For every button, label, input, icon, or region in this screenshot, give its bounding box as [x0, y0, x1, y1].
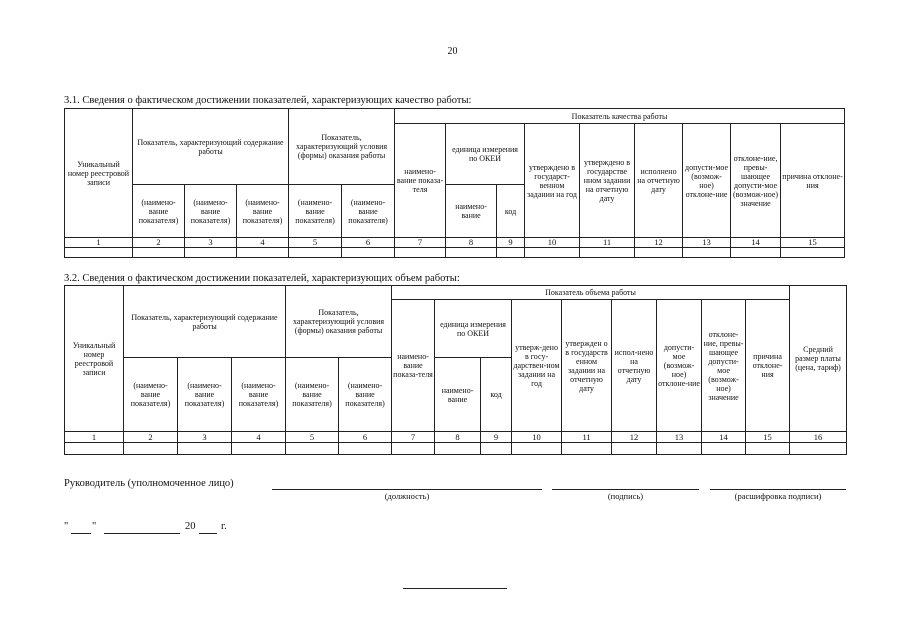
- section-3-2-title: 3.2. Сведения о фактическом достижении показателей, характеризующих объем работы:: [64, 273, 460, 284]
- column-number: 10: [512, 432, 562, 443]
- column-number: 3: [178, 432, 232, 443]
- table-cell[interactable]: [702, 443, 746, 455]
- col-exceeding-deviation: отклоне-ние, превы-шающее допусти-мое (возмож-ное) значение: [731, 124, 781, 238]
- column-number: 8: [446, 238, 497, 248]
- column-number: 8: [435, 432, 481, 443]
- table-cell[interactable]: [232, 443, 286, 455]
- column-number: 14: [702, 432, 746, 443]
- date-day-line[interactable]: [71, 533, 91, 534]
- column-number: 7: [392, 432, 435, 443]
- table-cell[interactable]: [289, 248, 342, 258]
- column-number: 12: [612, 432, 657, 443]
- footnote-separator: [403, 588, 507, 589]
- table-cell[interactable]: [497, 248, 525, 258]
- column-number: 10: [525, 238, 580, 248]
- date-quote-close: ": [92, 521, 97, 532]
- col-volume-indicator: Показатель объема работы: [392, 286, 790, 300]
- table-cell[interactable]: [562, 443, 612, 455]
- sub-indicator-name: (наимено-вание показателя): [185, 185, 237, 238]
- sub-indicator-name: (наимено-вание показателя): [289, 185, 342, 238]
- section-3-1-title: 3.1. Сведения о фактическом достижении показателей, характеризующих качество работы:: [64, 95, 472, 106]
- column-number: 13: [683, 238, 731, 248]
- column-number: 12: [635, 238, 683, 248]
- col-content: Показатель, характеризующий содержание работы: [133, 109, 289, 185]
- signature-caption: (подпись): [607, 491, 644, 501]
- column-number: 14: [731, 238, 781, 248]
- column-number: 1: [65, 238, 133, 248]
- col-content: Показатель, характеризующий содержание работы: [124, 286, 286, 358]
- table-row: [65, 248, 845, 258]
- column-number: 4: [237, 238, 289, 248]
- table-cell[interactable]: [395, 248, 446, 258]
- col-unit-code: код: [497, 185, 525, 238]
- column-number: 15: [746, 432, 790, 443]
- col-average-price: Средний размер платы (цена, тариф): [790, 286, 847, 432]
- position-line[interactable]: [272, 489, 542, 490]
- table-cell[interactable]: [512, 443, 562, 455]
- table-cell[interactable]: [580, 248, 635, 258]
- table-cell[interactable]: [185, 248, 237, 258]
- table-cell[interactable]: [790, 443, 847, 455]
- table-cell[interactable]: [178, 443, 232, 455]
- col-allowed-deviation: допусти-мое (возмож-ное) отклоне-ние: [657, 300, 702, 432]
- column-number: 11: [580, 238, 635, 248]
- column-number: 9: [497, 238, 525, 248]
- quality-table: [64, 108, 845, 258]
- date-quote-open: ": [64, 521, 69, 532]
- column-number: 6: [342, 238, 395, 248]
- column-number: 5: [289, 238, 342, 248]
- sub-indicator-name: (наимено-вание показателя): [124, 358, 178, 432]
- table-cell[interactable]: [683, 248, 731, 258]
- column-number: 4: [232, 432, 286, 443]
- col-approved-year: утверждено в государст-венном задании на год: [525, 124, 580, 238]
- table-cell[interactable]: [237, 248, 289, 258]
- date-year-line[interactable]: [199, 533, 217, 534]
- col-unit-okei: единица измерения по ОКЕИ: [435, 300, 512, 358]
- col-approved-year: утверж-дено в госу-дарствен-ном задании на год: [512, 300, 562, 432]
- date-year-prefix: 20: [185, 521, 196, 532]
- table-cell[interactable]: [435, 443, 481, 455]
- table-cell[interactable]: [635, 248, 683, 258]
- table-cell[interactable]: [339, 443, 392, 455]
- col-unit-name: наимено-вание: [435, 358, 481, 432]
- col-unique-record: Уникальный номер реестровой записи: [65, 286, 124, 432]
- col-approved-date: утверждено в государстве нном задании на отчетную дату: [580, 124, 635, 238]
- table-cell[interactable]: [481, 443, 512, 455]
- column-number: 2: [133, 238, 185, 248]
- col-unit-name: наимено-вание: [446, 185, 497, 238]
- table-cell[interactable]: [65, 248, 133, 258]
- col-executed: испол-нено на отчетную дату: [612, 300, 657, 432]
- table-cell[interactable]: [392, 443, 435, 455]
- table-cell[interactable]: [657, 443, 702, 455]
- column-number: 15: [781, 238, 845, 248]
- table-cell[interactable]: [612, 443, 657, 455]
- column-number: 1: [65, 432, 124, 443]
- decode-line[interactable]: [710, 489, 846, 490]
- table-cell[interactable]: [446, 248, 497, 258]
- table-cell[interactable]: [746, 443, 790, 455]
- page-number: 20: [447, 46, 458, 57]
- column-number: 16: [790, 432, 847, 443]
- table-cell[interactable]: [133, 248, 185, 258]
- table-cell[interactable]: [342, 248, 395, 258]
- column-number: 6: [339, 432, 392, 443]
- col-deviation-reason: причина отклоне-ния: [781, 124, 845, 238]
- col-allowed-deviation: допусти-мое (возмож-ное) отклоне-ние: [683, 124, 731, 238]
- sub-indicator-name: (наимено-вание показателя): [286, 358, 339, 432]
- col-executed: исполнено на отчетную дату: [635, 124, 683, 238]
- table-cell[interactable]: [124, 443, 178, 455]
- table-cell[interactable]: [65, 443, 124, 455]
- date-year-suffix: г.: [221, 521, 227, 532]
- sub-indicator-name: (наимено-вание показателя): [178, 358, 232, 432]
- col-indicator-name: наимено-вание показа-теля: [395, 124, 446, 238]
- table-cell[interactable]: [525, 248, 580, 258]
- col-conditions: Показатель, характеризующий условия (формы) оказания работы: [286, 286, 392, 358]
- col-exceeding-deviation: отклоне-ние, превы-шающее допусти-мое (возмож-ное) значение: [702, 300, 746, 432]
- col-approved-date: утвержден о в государств енном задании на отчетную дату: [562, 300, 612, 432]
- col-unit-okei: единица измерения по ОКЕИ: [446, 124, 525, 185]
- column-number: 9: [481, 432, 512, 443]
- col-conditions: Показатель, характеризующий условия (формы) оказания работы: [289, 109, 395, 185]
- column-number: 3: [185, 238, 237, 248]
- col-quality-indicator: Показатель качества работы: [395, 109, 845, 124]
- table-cell[interactable]: [731, 248, 781, 258]
- sub-indicator-name: (наимено-вание показателя): [133, 185, 185, 238]
- column-number: 7: [395, 238, 446, 248]
- sub-indicator-name: (наимено-вание показателя): [342, 185, 395, 238]
- position-caption: (должность): [384, 491, 430, 501]
- column-number: 5: [286, 432, 339, 443]
- table-row: [65, 443, 847, 455]
- signature-line[interactable]: [552, 489, 699, 490]
- column-number: 2: [124, 432, 178, 443]
- sub-indicator-name: (наимено-вание показателя): [237, 185, 289, 238]
- decode-caption: (расшифровка подписи): [734, 491, 822, 501]
- column-number: 13: [657, 432, 702, 443]
- table-cell[interactable]: [781, 248, 845, 258]
- date-month-line[interactable]: [104, 533, 180, 534]
- table-cell[interactable]: [286, 443, 339, 455]
- col-deviation-reason: причина отклоне-ния: [746, 300, 790, 432]
- col-unique-record: Уникальный номер реестровой записи: [65, 109, 133, 238]
- sub-indicator-name: (наимено-вание показателя): [232, 358, 286, 432]
- col-unit-code: код: [481, 358, 512, 432]
- column-number: 11: [562, 432, 612, 443]
- volume-table: [64, 285, 847, 455]
- col-indicator-name: наимено-вание показа-теля: [392, 300, 435, 432]
- head-label: Руководитель (уполномоченное лицо): [64, 478, 234, 489]
- sub-indicator-name: (наимено-вание показателя): [339, 358, 392, 432]
